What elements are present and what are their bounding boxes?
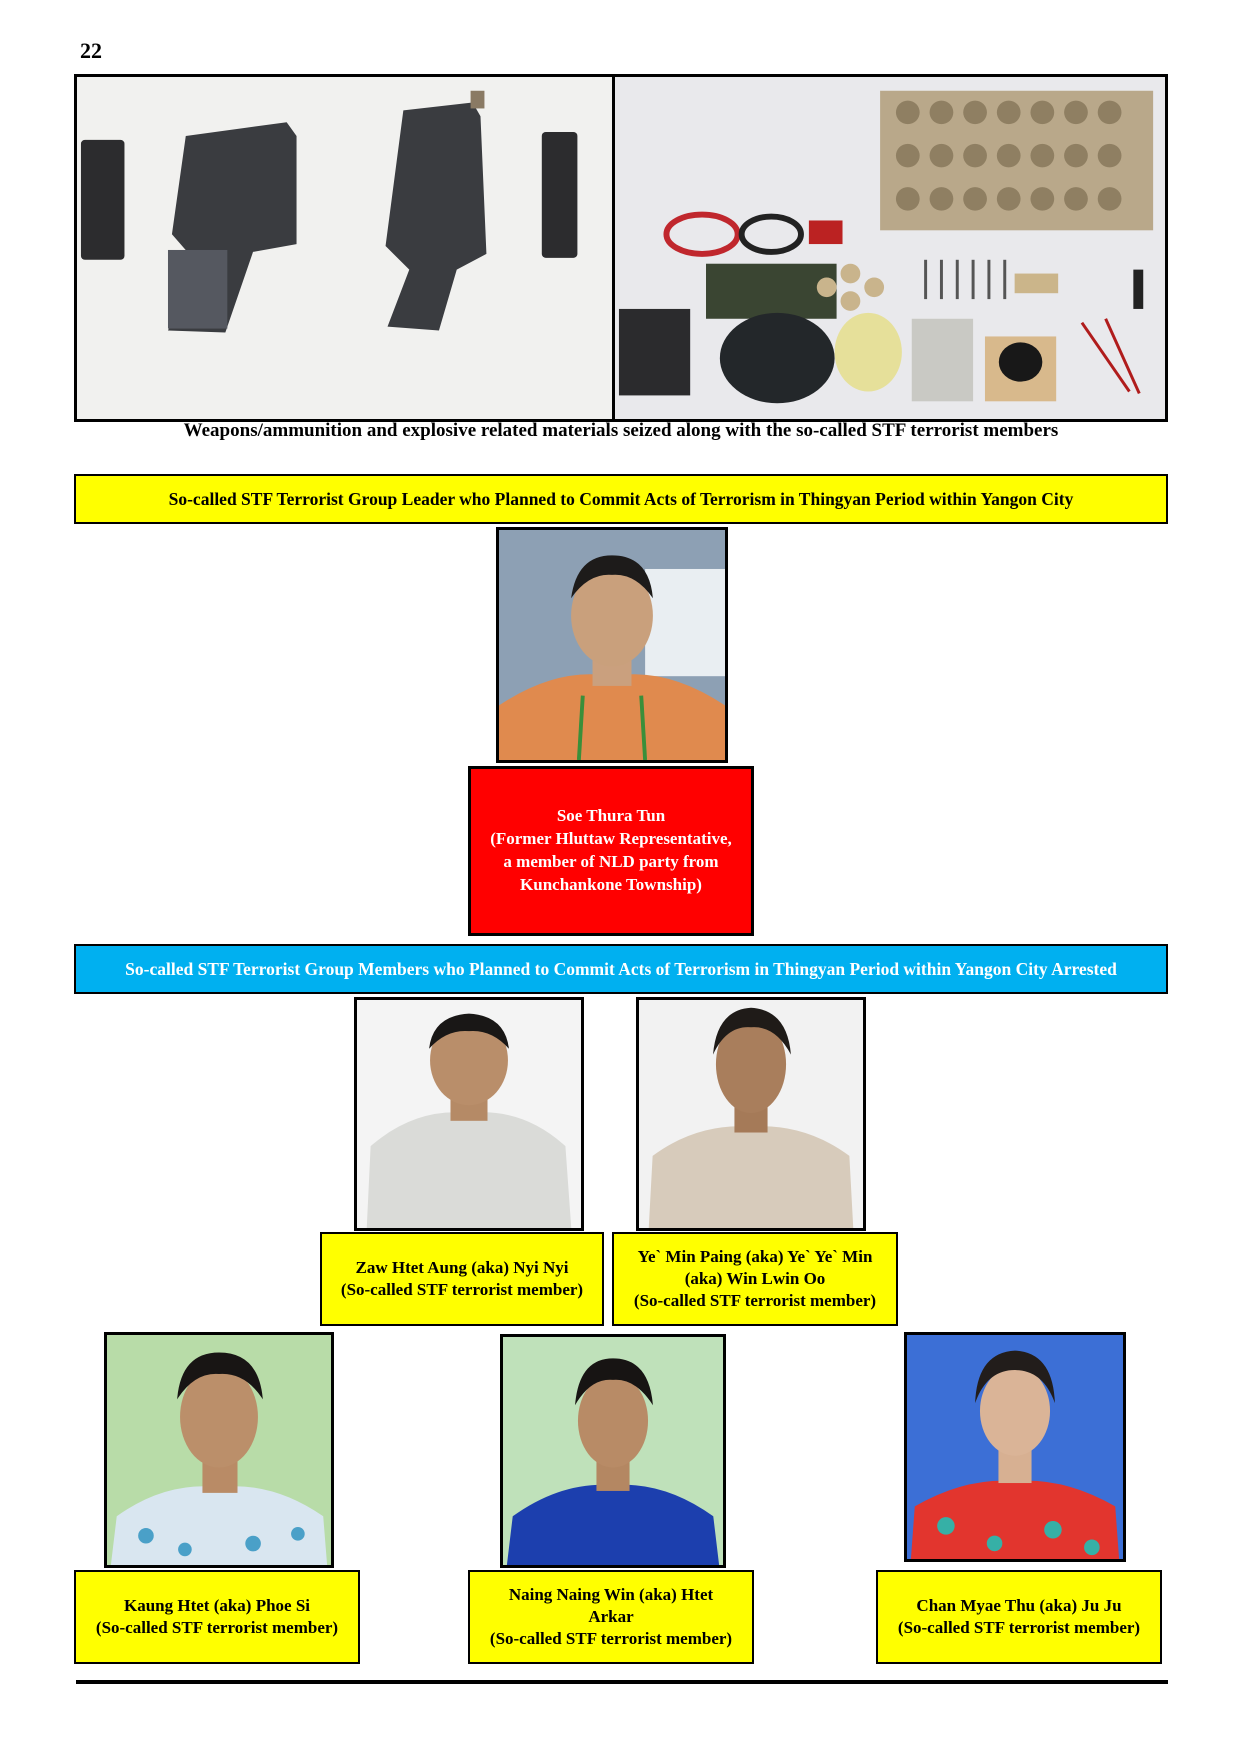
- member-role: (So-called STF terrorist member): [95, 1618, 339, 1637]
- member-name: Zaw Htet Aung (aka) Nyi Nyi: [355, 1257, 569, 1277]
- member-role: (So-called STF terrorist member): [340, 1280, 584, 1299]
- page-number: 22: [80, 38, 102, 63]
- leader-photo: [496, 527, 728, 763]
- members-banner: So-called STF Terrorist Group Members who Planned to Commit Acts of Terrorism in Thingyan Period within Yangon City Arrested: [74, 944, 1168, 994]
- member-name: Chan Myae Thu (aka) Ju Ju: [916, 1595, 1122, 1615]
- member-label-chan-myae-thu: [876, 1570, 1162, 1664]
- member-name: Ye` Min Paing (aka) Ye` Ye` Min: [637, 1246, 873, 1266]
- member-role: (So-called STF terrorist member): [633, 1291, 877, 1311]
- explosives-photo: [612, 74, 1168, 422]
- leader-desc-line-3: Kunchankone Township): [520, 874, 702, 894]
- member-label-naing-naing-win: [468, 1570, 754, 1664]
- member-alias: (aka) Win Lwin Oo: [684, 1268, 826, 1288]
- member-name-cont: Arkar: [588, 1606, 634, 1626]
- leader-banner: So-called STF Terrorist Group Leader who Planned to Commit Acts of Terrorism in Thingyan Period within Yangon City: [74, 474, 1168, 524]
- leader-name: Soe Thura Tun: [556, 806, 666, 826]
- member-label-ye-min-paing: [612, 1232, 898, 1326]
- member-role: (So-called STF terrorist member): [897, 1618, 1141, 1637]
- weapons-photo: [74, 74, 616, 422]
- member-photo-ye-min-paing: [636, 997, 866, 1231]
- leader-desc-line-2: a member of NLD party from: [503, 852, 719, 871]
- leader-info-box: [468, 766, 754, 936]
- member-name: Naing Naing Win (aka) Htet: [508, 1584, 714, 1604]
- member-role: (So-called STF terrorist member): [489, 1629, 733, 1649]
- member-photo-zaw-htet-aung: [354, 997, 584, 1231]
- member-photo-chan-myae-thu: [904, 1332, 1126, 1562]
- member-label-zaw-htet-aung: [320, 1232, 604, 1326]
- bottom-rule: [76, 1680, 1168, 1684]
- photos-caption: Weapons/ammunition and explosive related materials seized along with the so-called STF terrorist members: [183, 420, 1059, 441]
- member-photo-kaung-htet: [104, 1332, 334, 1568]
- member-label-kaung-htet: [74, 1570, 360, 1664]
- member-name: Kaung Htet (aka) Phoe Si: [123, 1595, 311, 1615]
- member-photo-naing-naing-win: [500, 1334, 726, 1568]
- leader-desc-line-1: (Former Hluttaw Representative,: [490, 829, 732, 849]
